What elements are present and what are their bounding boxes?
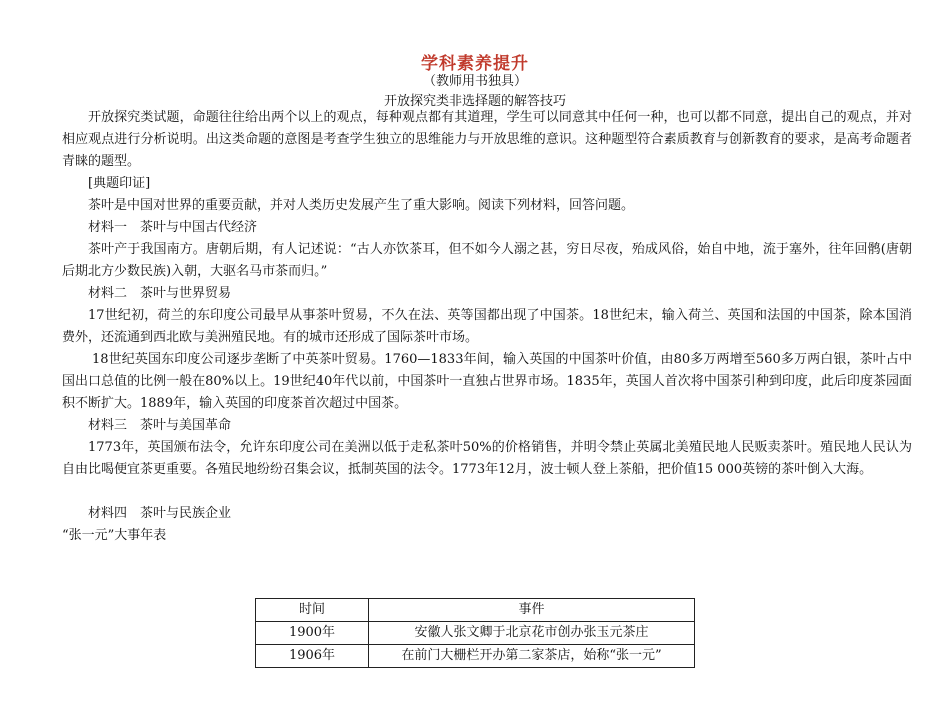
example-heading: [典题印证] xyxy=(88,176,151,191)
material2-text2: 18世纪英国东印度公司逐步垄断了中英茶叶贸易。1760—1833年间，输入英国的中国茶叶价值，由80多万两增至560多万两白银，茶叶占中国出口总值的比例一般在80%以上。19世纪40年代以前，中国茶叶一直独占世界市场。1835年，英国人首次将中国茶引种到印度，此后印度茶园面积不断扩大。1889年，输入英国的印度茶首次超过中国茶。 xyxy=(62,352,912,411)
page-title: 学科素养提升 xyxy=(421,54,529,74)
table-cell-event: 在前门大栅栏开办第二家茶店，始称“张一元” xyxy=(369,645,695,668)
table-header-row xyxy=(256,599,695,622)
material2-text1: 17世纪初，荷兰的东印度公司最早从事茶叶贸易，不久在法、英等国都出现了中国茶。18世纪末，输入荷兰、英国和法国的中国茶，除本国消费外，还流通到西北欧与美洲殖民地。有的城市还形成了国际茶叶市场。 xyxy=(62,308,912,345)
question-paragraph: 茶叶是中国对世界的重要贡献，并对人类历史发展产生了重大影响。阅读下列材料，回答问题。 xyxy=(88,198,635,213)
table-header xyxy=(256,599,695,622)
section-title: 开放探究类非选择题的解答技巧 xyxy=(383,94,566,109)
table-body xyxy=(256,622,695,668)
table-row xyxy=(256,645,695,668)
table-cell-event: 安徽人张文卿于北京花市创办张玉元茶庄 xyxy=(369,622,695,645)
material3-heading: 材料三 茶叶与美国革命 xyxy=(88,418,232,433)
table-header-event: 事件 xyxy=(369,599,695,622)
table-caption: “张一元”大事年表 xyxy=(62,528,167,543)
material1-text: 茶叶产于我国南方。唐朝后期，有人记述说：“古人亦饮茶耳，但不如今人溺之甚，穷日尽夜，殆成风俗，始自中地，流于塞外，往年回鹘(唐朝后期北方少数民族)入朝，大驱名马市茶而归。” xyxy=(62,242,912,279)
material4-heading: 材料四 茶叶与民族企业 xyxy=(88,506,232,521)
chronology-table xyxy=(255,598,695,668)
page-subtitle: （教师用书独具） xyxy=(422,74,527,89)
table-header-time: 时间 xyxy=(256,599,369,622)
table-row xyxy=(256,622,695,645)
material1-heading: 材料一 茶叶与中国古代经济 xyxy=(88,220,258,235)
table-cell-time: 1900年 xyxy=(256,622,369,645)
intro-paragraph: 开放探究类试题，命题往往给出两个以上的观点，每种观点都有其道理，学生可以同意其中任何一种，也可以都不同意，提出自己的观点，并对相应观点进行分析说明。出这类命题的意图是考查学生独立的思维能力与开放思维的意识。这种题型符合素质教育与创新教育的要求，是高考命题者青睐的题型。 xyxy=(62,110,912,169)
material3-text: 1773年，英国颁布法令，允许东印度公司在美洲以低于走私茶叶50%的价格销售，并明令禁止英属北美殖民地人民贩卖茶叶。殖民地人民认为自由比喝便宜茶更重要。各殖民地纷纷召集会议，抵制英国的法令。1773年12月，波士顿人登上茶船，把价值15 000英镑的茶叶倒入大海。 xyxy=(62,440,912,477)
document-content xyxy=(62,107,912,547)
material2-heading: 材料二 茶叶与世界贸易 xyxy=(88,286,232,301)
table-cell-time: 1906年 xyxy=(256,645,369,668)
